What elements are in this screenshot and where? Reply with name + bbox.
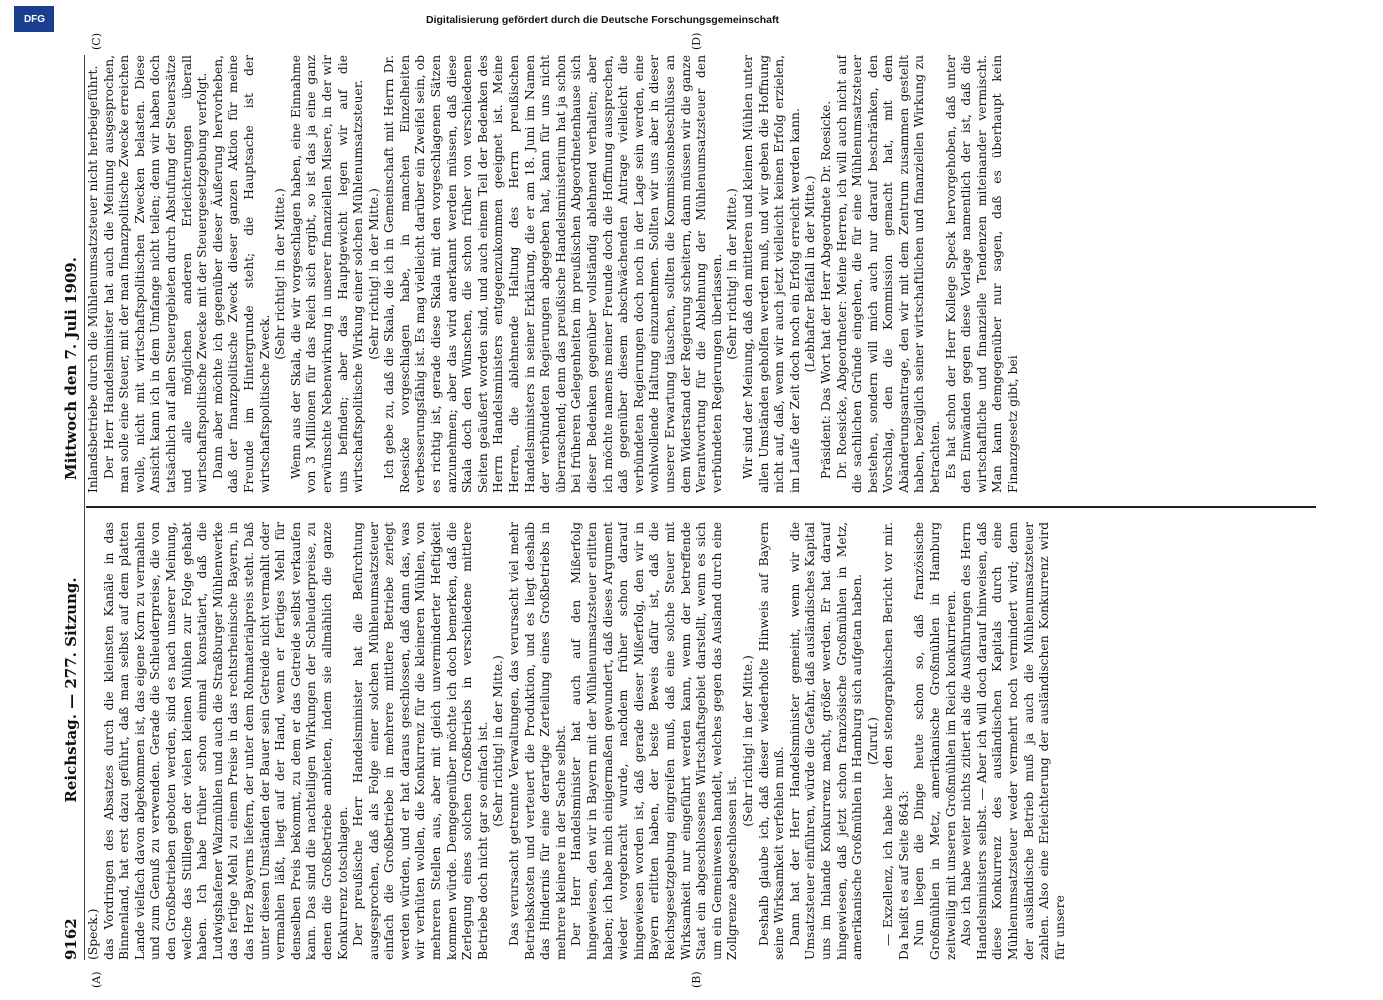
paragraph: Dann aber möchte ich gegenüber dieser Äußerung hervorheben, daß der finanzpolitische Zweck dieser ganzen Aktion für meine Freunde im Hintergrunde steht; die Hauptsache ist der wirtschaftspolitische Zweck. <box>210 55 272 493</box>
paragraph: Deshalb glaube ich, daß dieser wiederholte Hinweis auf Bayern seine Wirksamkeit verfehlen muß. <box>756 522 787 960</box>
page-header <box>60 55 84 960</box>
page-content <box>60 32 1320 988</box>
paragraph: Wir sind der Meinung, daß den mittleren und kleinen Mühlen unter allen Umständen geholfen werden muß, und wir geben die Hoffnung nicht auf, daß, wenn wir auch jetzt vielleicht keinen Erfolg erzielen, im Laufe der Zeit doch noch ein Erfolg erreicht werden kann. <box>740 55 802 493</box>
speaker-note: (Speck.) <box>86 908 100 960</box>
paragraph: Das verursacht getrennte Verwaltungen, das verursacht viel mehr Betriebskosten und verteuert die Produktion, und es liegt deshalb das Hindernis für eine derartige Zerteilung eines Großbetriebs in mehrere kleinere in der Sache selbst. <box>507 522 568 960</box>
interjection: (Zuruf.) <box>865 717 880 765</box>
header-left-title: Reichstag. — 277. Sitzung. <box>62 577 80 803</box>
paragraph: Der preußische Herr Handelsminister hat die Befürchtung ausgesprochen, daß als Folge einer solchen Mühlenumsatzsteuer einfach die Großbetriebe in mehrere mittlere Betriebe zerlegt werden würden, und er hat daraus geschlossen, daß dann das, was wir verhüten wollen, die Konkurrenz für die kleineren Mühlen, von mehreren Stellen aus, aber mit gleich unverminderter Heftigkeit kommen würde. Demgegenüber möchte ich doch bemerken, daß die Zerlegung eines solchen Großbetriebs in verschiedene mittlere Betriebe doch nicht gar so einfach ist. <box>351 522 490 960</box>
interjection: (Sehr richtig! in der Mitte.) <box>725 188 740 360</box>
interjection: (Lebhafter Beifall in der Mitte.) <box>803 175 818 373</box>
margin-marker-b: (B) <box>690 971 703 988</box>
page-number: 9162 <box>62 918 80 960</box>
interjection: (Sehr richtig! in der Mitte.) <box>740 655 755 827</box>
margin-marker-d: (D) <box>690 32 703 50</box>
president-line: Präsident: Das Wort hat der Herr Abgeordnete Dr. Roesicke. <box>818 100 833 479</box>
paragraph: Dr. Roesicke, Abgeordneter: Meine Herren, ich will auch nicht auf die sachlichen Gründe eingehen, die für eine Mühlenumsatzsteuer bestehen, sondern will mich auch nur darauf beschränken, den Vorschlag, den die Kommission gemacht hat, mit dem Abänderungsantrage, den wir mit dem Zentrum zusammen gestellt haben, bezüglich seiner wirtschaftlichen und finanziellen Wirkung zu betrachten. <box>834 55 943 493</box>
margin-marker-a: (A) <box>90 971 103 988</box>
margin-marker-c: (C) <box>90 33 103 50</box>
paragraph: Dann hat der Herr Handelsminister gemeint, wenn wir die Umsatzsteuer einführen, würde die Gefahr, daß ausländisches Kapital uns im Inlande Konkurrenz macht, größer werden. Er hat darauf hingewiesen, daß jetzt schon französische Großmühlen in Metz, amerikanische Großmühlen in Hamburg sich aufgetan haben. <box>787 522 865 960</box>
interjection: (Sehr richtig! in der Mitte.) <box>273 188 288 360</box>
column-divider <box>86 507 1316 509</box>
digitization-credit <box>6 14 1346 40</box>
paragraph: Der Herr Handelsminister hat auch die Meinung ausgesprochen, man solle eine Steuer, mit der man finanzpolitische Zwecke erreichen wolle, nicht mit wirtschaftspolitischen Zwecken belasten. Diese Ansicht kann ich in dem Umfange nicht teilen; denn wir haben doch tatsächlich auf allen Steuergebieten durch Abstufung der Steuersätze und alle möglichen anderen Erleichterungen überall wirtschaftspolitische Zwecke mit der Steuergesetzgebung verfolgt. <box>101 55 210 493</box>
paragraph: Wenn aus der Skala, die wir vorgeschlagen haben, eine Einnahme von 3 Millionen für das Reich sich ergibt, so ist das ja eine ganz erwünschte Nebenwirkung in unserer finanziellen Misere, in der wir uns befinden; aber das Hauptgewicht legen wir auf die wirtschaftspolitische Wirkung einer solchen Mühlenumsatzsteuer. <box>288 55 366 493</box>
right-column <box>86 55 1316 493</box>
dfg-logo: DFG <box>14 6 54 32</box>
paragraph: Also ich habe weiter nichts zitiert als die Ausführungen des Herrn Handelsministers selbst. — Aber ich will doch darauf hinweisen, daß diese Konkurrenz des ausländischen Kapitals durch eine Mühlenumsatzsteuer weder vermehrt noch vermindert wird; denn der ausländische Betrieb muß ja auch die Mühlenumsatzsteuer zahlen. Also eine Erleichterung der ausländischen Konkurrenz wird für unsere <box>959 522 1067 960</box>
quotation: Nun liegen die Dinge heute schon so, daß französische Großmühlen in Metz, amerikanische Großmühlen in Hamburg zeitweilig mit unseren Großmühlen im Reich konkurrieren. <box>912 522 958 960</box>
interjection: (Sehr richtig! in der Mitte.) <box>366 188 381 360</box>
header-right-title: Mittwoch den 7. Juli 1909. <box>62 257 80 480</box>
paragraph: Inlandsbetriebe durch die Mühlenumsatzsteuer nicht herbeigeführt. <box>86 65 100 493</box>
paragraph: das Vordringen des Absatzes durch die kleinsten Kanäle in das Binnenland, hat erst dazu geführt, daß man selbst auf dem platten Lande vielfach davon abgekommen ist, das eigene Korn zu vermahlen und zum Genuß zu verwenden. Gerade die Schleuderpreise, die von den Großbetrieben geboten werden, sind es nach unserer Meinung, welche das Stilllegen der vielen kleinen Mühlen zur Folge gehabt haben. Ich habe früher schon einmal konstatiert, daß die Ludwigshafener Walzmühlen und auch die Straßburger Mühlenwerke das fertige Mehl zu einem Preise in das rechtsrheinische Bayern, in das Herz Bayerns liefern, der unter dem Rohmaterialpreis steht. Daß unter diesen Umständen der Bauer sein Getreide nicht vermahlt oder vermahlen läßt, liegt auf der Hand, wenn er fertiges Mehl für denselben Preis bekommt, zu dem er das Getreide selbst verkaufen kann. Das sind die nachteiligen Wirkungen der Schleuderpreise, zu denen die Großbetriebe anbieten, indem sie allmählich die ganze Konkurrenz totschlagen. <box>101 522 350 960</box>
header-rule <box>84 55 85 960</box>
paragraph: Ich gebe zu, daß die Skala, die ich in Gemeinschaft mit Herrn Dr. Roesicke vorgeschlagen habe, in manchen Einzelheiten verbesserungsfähig ist. Es mag vielleicht darüber ein Zweifel sein, ob es richtig ist, gerade diese Skala mit den vorgeschlagenen Sätzen anzunehmen; aber das wird anerkannt werden müssen, daß diese Skala doch den Wünschen, die schon früher von verschiedenen Seiten geäußert worden sind, und auch einem Teil der Bedenken des Herrn Handelsministers entgegenzukommen geeignet ist. Meine Herren, die ablehnende Haltung des Herrn preußischen Handelsministers in seiner Erklärung, die er am 18. Juni im Namen der verbündeten Regierungen abgegeben hat, kann für uns nicht überraschend; denn das preußische Handelsministerium hat ja schon bei früheren Gelegenheiten im preußischen Abgeordnetenhause sich dieser Bedenken gegenüber vollständig ablehnend verhalten; aber ich möchte namens meiner Freunde doch die Hoffnung aussprechen, daß gegenüber diesem abschwächenden Antrage vielleicht die verbündeten Regierungen doch noch in der Lage sein werden, eine wohlwollende Haltung einzunehmen. Sollten wir uns aber in dieser unserer Erwartung täuschen, sollten die Kommissionsbeschlüsse an dem Widerstand der Regierung scheitern, dann müssen wir die ganze Verantwortung für die Ablehnung der Mühlenumsatzsteuer den verbündeten Regierungen überlassen. <box>382 55 724 493</box>
credit-text: Digitalisierung gefördert durch die Deutsche Forschungsgemeinschaft <box>426 14 779 26</box>
paragraph: — Exzellenz, ich habe hier den stenographischen Bericht vor mir. Da heißt es auf Seite 8643: <box>881 522 911 960</box>
paragraph: Der Herr Handelsminister hat auch auf den Mißerfolg hingewiesen, den wir in Bayern mit der Mühlenumsatzsteuer erlitten haben; ich habe mich einigermaßen gewundert, daß dieses Argument wieder vorgebracht wurde, nachdem früher schon darauf hingewiesen worden ist, daß gerade dieser Mißerfolg, den wir in Bayern erlitten haben, der beste Beweis dafür ist, daß die Reichsgesetzgebung eingreifen muß, daß eine solche Steuer mit Wirksamkeit nur eingeführt werden kann, wenn der betreffende Staat ein abgeschlossenes Wirtschaftsgebiet darstellt, wenn es sich um ein Gemeinwesen handelt, welches gegen das Ausland durch eine Zollgrenze abgeschlossen ist. <box>569 522 740 960</box>
interjection: (Sehr richtig! in der Mitte.) <box>491 655 506 827</box>
left-column <box>86 522 1316 960</box>
paragraph: Es hat schon der Herr Kollege Speck hervorgehoben, daß unter den Einwänden gegen diese Vorlage namentlich der ist, daß die wirtschaftliche und finanzielle Tendenzen miteinander vermischt. Man kann demgegenüber nur sagen, daß es überhaupt kein Finanzgesetz gibt, bei <box>943 55 1021 493</box>
